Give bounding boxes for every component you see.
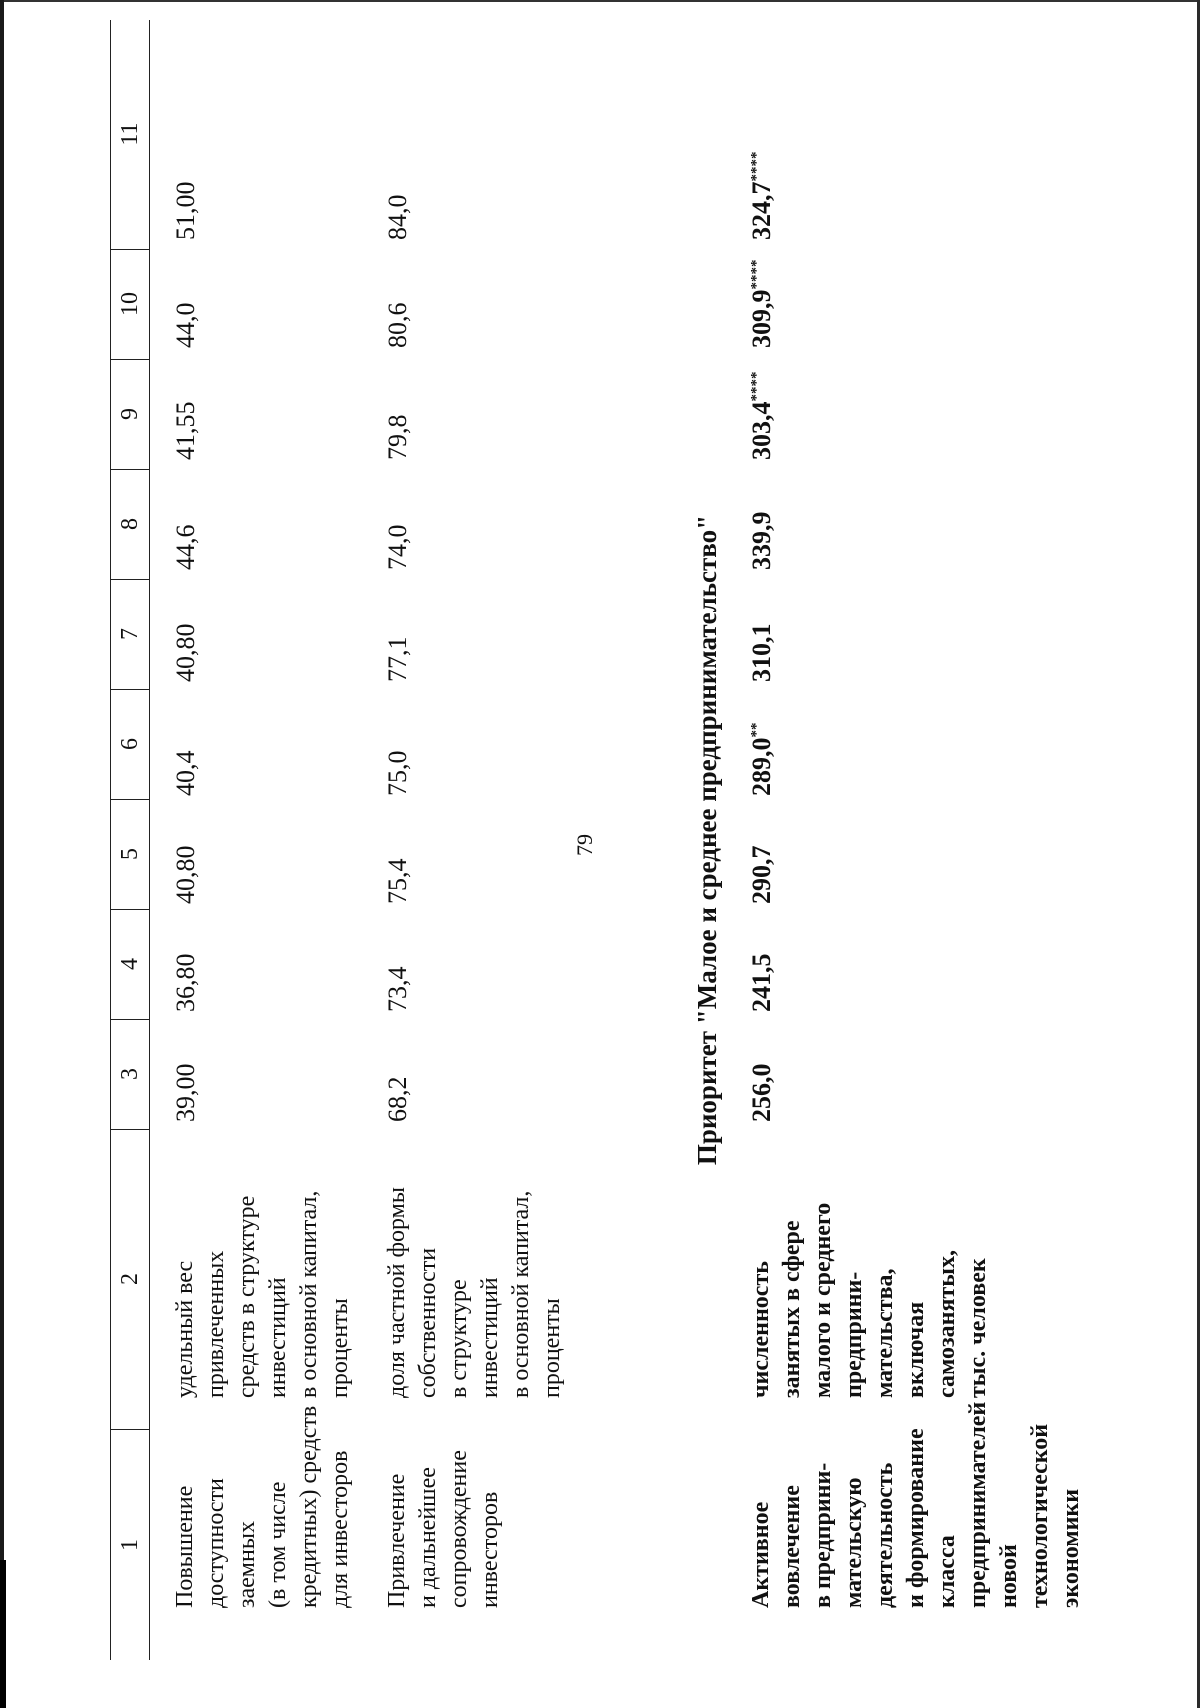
value-cell: [170, 1064, 201, 1123]
table-page: [110, 20, 1170, 1660]
value-text: 40,80: [171, 845, 200, 904]
indicator-line: удельный вес: [172, 1260, 198, 1398]
value-cell: [170, 954, 201, 1013]
scan-edge-top: [0, 0, 1200, 2]
value-text: 290,7: [747, 845, 776, 904]
header-cell-3: 3: [111, 1019, 149, 1130]
indicator-line: в основной капитал,: [296, 1190, 322, 1398]
indicator-line: проценты: [539, 1298, 565, 1398]
goal-cell: [746, 1402, 1087, 1608]
indicator-line: включая: [903, 1301, 929, 1398]
value-cell: [746, 152, 777, 241]
value-text: 84,0: [383, 194, 412, 240]
value-cell: [170, 182, 201, 241]
value-cell: [170, 402, 201, 461]
indicator-line: малого и среднего: [810, 1202, 836, 1398]
value-cell: [382, 303, 413, 349]
goal-line: сопровождение: [446, 1450, 472, 1608]
indicator-line: привлеченных: [203, 1250, 229, 1398]
value-text: 289,0: [747, 737, 776, 796]
goal-line: деятельность: [872, 1462, 898, 1608]
footnote-marker: ****: [748, 151, 765, 182]
indicator-line: инвестиций: [265, 1277, 291, 1398]
value-text: 80,6: [383, 302, 412, 348]
goal-cell: [382, 1450, 506, 1608]
goal-line: класса: [934, 1535, 960, 1608]
header-cell-5: 5: [111, 799, 149, 910]
indicator-line: предприни-: [841, 1271, 867, 1398]
value-text: 75,0: [383, 750, 412, 796]
value-cell: [170, 303, 201, 349]
header-cell-11: 11: [111, 19, 149, 250]
value-text: 44,0: [171, 302, 200, 348]
value-cell: [382, 859, 413, 905]
value-cell: [746, 723, 777, 797]
value-text: 77,1: [383, 636, 412, 682]
indicator-cell: [170, 1191, 356, 1398]
scan-edge-left: [0, 0, 4, 1708]
goal-line: Повышение: [172, 1485, 198, 1608]
goal-line: в предприни-: [810, 1462, 836, 1608]
footnote-marker: **: [748, 722, 765, 738]
header-cell-6: 6: [111, 689, 149, 800]
value-cell: [746, 846, 777, 905]
goal-line: и формирование: [903, 1428, 929, 1608]
table-header: [110, 20, 150, 1660]
header-cell-9: 9: [111, 359, 149, 470]
goal-line: доступности: [203, 1478, 229, 1608]
header-cell-8: 8: [111, 469, 149, 580]
indicator-line: в основной капитал,: [508, 1190, 534, 1398]
value-cell: [382, 525, 413, 571]
goal-cell: [170, 1406, 356, 1608]
value-cell: [170, 624, 201, 683]
indicator-line: собственности: [415, 1247, 441, 1398]
goal-line: новой: [996, 1544, 1022, 1608]
value-cell: [170, 846, 201, 905]
value-cell: [382, 967, 413, 1013]
value-cell: [382, 195, 413, 241]
goal-line: инвесторов: [477, 1491, 503, 1608]
value-text: 324,7: [747, 181, 776, 240]
value-text: 39,00: [171, 1063, 200, 1122]
goal-line: технологической: [1027, 1423, 1053, 1608]
value-cell: [746, 624, 777, 683]
value-text: 40,4: [171, 750, 200, 796]
indicator-cell: [746, 1203, 994, 1398]
indicator-line: проценты: [327, 1298, 353, 1398]
value-text: 74,0: [383, 524, 412, 570]
goal-line: Привлечение: [384, 1473, 410, 1608]
value-text: 41,55: [171, 401, 200, 460]
page-number: 79: [572, 834, 597, 856]
value-text: 339,9: [747, 511, 776, 570]
indicator-line: инвестиций: [477, 1277, 503, 1398]
indicator-line: занятых в сфере: [779, 1220, 805, 1398]
indicator-line: в структуре: [446, 1279, 472, 1398]
header-cell-1: 1: [117, 1539, 143, 1551]
value-cell: [746, 1064, 777, 1123]
goal-line: и дальнейшее: [415, 1467, 441, 1608]
footnote-marker: ****: [748, 371, 765, 402]
header-cell-7: 7: [111, 579, 149, 690]
value-text: 310,1: [747, 623, 776, 682]
value-cell: [746, 512, 777, 571]
value-cell: [382, 751, 413, 797]
priority-heading: Приоритет "Малое и среднее предпринимательство": [692, 514, 722, 1166]
goal-line: (в том числе: [265, 1481, 291, 1608]
goal-line: Активное: [748, 1501, 774, 1608]
value-text: 36,80: [171, 953, 200, 1012]
header-cell-10: 10: [111, 249, 149, 360]
value-cell: [382, 415, 413, 461]
value-text: 44,6: [171, 524, 200, 570]
indicator-line: численность: [748, 1261, 774, 1398]
scan-mark: [0, 1560, 6, 1708]
indicator-line: доля частной формы: [384, 1187, 410, 1398]
indicator-line: мательства,: [872, 1268, 898, 1398]
value-text: 309,9: [747, 289, 776, 348]
value-cell: [746, 372, 777, 461]
indicator-line: самозанятых,: [934, 1250, 960, 1398]
header-cell-2: 2: [111, 1129, 149, 1430]
value-text: 79,8: [383, 414, 412, 460]
goal-line: мательскую: [841, 1477, 867, 1608]
value-cell: [746, 260, 777, 349]
value-text: 73,4: [383, 966, 412, 1012]
value-text: 256,0: [747, 1063, 776, 1122]
goal-line: предпринимателей: [965, 1401, 991, 1608]
value-cell: [382, 637, 413, 683]
value-cell: [170, 525, 201, 571]
indicator-cell: [382, 1187, 568, 1398]
goal-line: кредитных) средств: [296, 1405, 322, 1608]
value-text: 303,4: [747, 401, 776, 460]
value-text: 241,5: [747, 953, 776, 1012]
value-text: 40,80: [171, 623, 200, 682]
indicator-line: тыс. человек: [965, 1258, 991, 1398]
value-cell: [170, 751, 201, 797]
header-cell-4: 4: [111, 909, 149, 1020]
value-cell: [382, 1077, 413, 1123]
goal-line: вовлечение: [779, 1485, 805, 1608]
value-text: 68,2: [383, 1076, 412, 1122]
goal-line: экономики: [1058, 1488, 1084, 1608]
footnote-marker: ****: [748, 259, 765, 290]
goal-line: для инвесторов: [327, 1450, 353, 1608]
value-text: 51,00: [171, 181, 200, 240]
indicator-line: средств в структуре: [234, 1195, 260, 1398]
value-text: 75,4: [383, 858, 412, 904]
goal-line: заемных: [234, 1521, 260, 1608]
value-cell: [746, 954, 777, 1013]
